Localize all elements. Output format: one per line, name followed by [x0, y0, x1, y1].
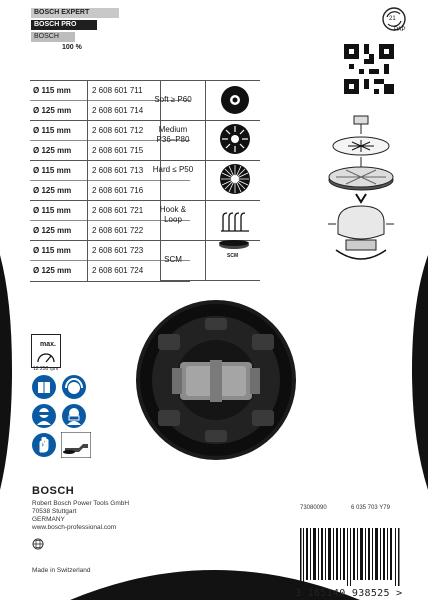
grinder-tool-icon — [61, 432, 91, 458]
table-row: Ø 125 mm 2 608 601 722 — [30, 220, 190, 241]
dust-mask-icon — [61, 403, 87, 429]
max-speed-label: max. — [40, 341, 56, 348]
table-row: Ø 115 mm 2 608 601 711 — [30, 80, 190, 101]
ean-number: 3 165140 938525 > — [295, 588, 403, 599]
table-row: Ø 115 mm 2 608 601 723 — [30, 240, 190, 261]
table-divider — [160, 120, 260, 121]
hearing-protection-icon — [61, 374, 87, 400]
table-row: Ø 125 mm 2 608 601 724 — [30, 260, 190, 282]
company-country: GERMANY — [32, 516, 65, 523]
tag-bosch-pro: BOSCH PRO — [31, 20, 97, 30]
qr-code — [344, 44, 394, 94]
max-rpm-label: 12 250 rpm — [33, 366, 59, 372]
product-code: 6 035 703 Y79 — [351, 505, 390, 511]
barcode — [300, 528, 400, 586]
table-divider — [160, 280, 260, 281]
recycle-code: 21 — [389, 16, 396, 22]
gloves-icon — [31, 432, 57, 458]
company-name: Robert Bosch Power Tools GmbH — [32, 500, 130, 507]
hook-loop-icon — [219, 205, 251, 235]
type-scm: SCM — [164, 255, 182, 264]
type-soft: Soft ≥ P60 — [154, 95, 192, 104]
table-divider — [160, 200, 260, 201]
speed-gauge-icon — [36, 350, 56, 364]
made-in-label: Made in Switzerland — [32, 567, 91, 574]
recycle-label: PAP — [394, 27, 406, 33]
type-hook-loop: Hook & Loop — [159, 205, 187, 224]
company-street: 70538 Stuttgart — [32, 508, 77, 515]
bosch-armature-icon — [32, 538, 44, 550]
soft-pad-icon — [219, 84, 251, 116]
table-row: Ø 115 mm 2 608 601 721 — [30, 200, 190, 221]
company-website: www.bosch-professional.com — [32, 524, 117, 531]
medium-pad-icon — [218, 122, 252, 156]
tag-bosch-expert: BOSCH EXPERT — [31, 8, 119, 18]
table-row: Ø 115 mm 2 608 601 712 — [30, 120, 190, 141]
table-divider — [160, 80, 260, 81]
tag-bosch: BOSCH — [31, 32, 75, 42]
table-divider — [87, 80, 88, 281]
table-row: Ø 125 mm 2 608 601 715 — [30, 140, 190, 161]
table-row: Ø 115 mm 2 608 601 713 — [30, 160, 190, 181]
article-code: 73080090 — [300, 505, 327, 511]
table-row: Ø 125 mm 2 608 601 714 — [30, 100, 190, 121]
hard-pad-icon — [218, 162, 252, 196]
table-row: Ø 125 mm 2 608 601 716 — [30, 180, 190, 201]
brand-logo-text: BOSCH — [32, 485, 75, 497]
eye-protection-icon — [31, 403, 57, 429]
type-hard: Hard ≤ P50 — [152, 165, 194, 174]
scm-icon-label: SCM — [227, 253, 239, 259]
percent-label: 100 % — [62, 44, 82, 51]
type-medium: Medium P36–P80 — [156, 125, 190, 144]
table-divider — [160, 160, 260, 161]
assembly-illustration — [316, 112, 406, 272]
read-manual-icon — [31, 374, 57, 400]
